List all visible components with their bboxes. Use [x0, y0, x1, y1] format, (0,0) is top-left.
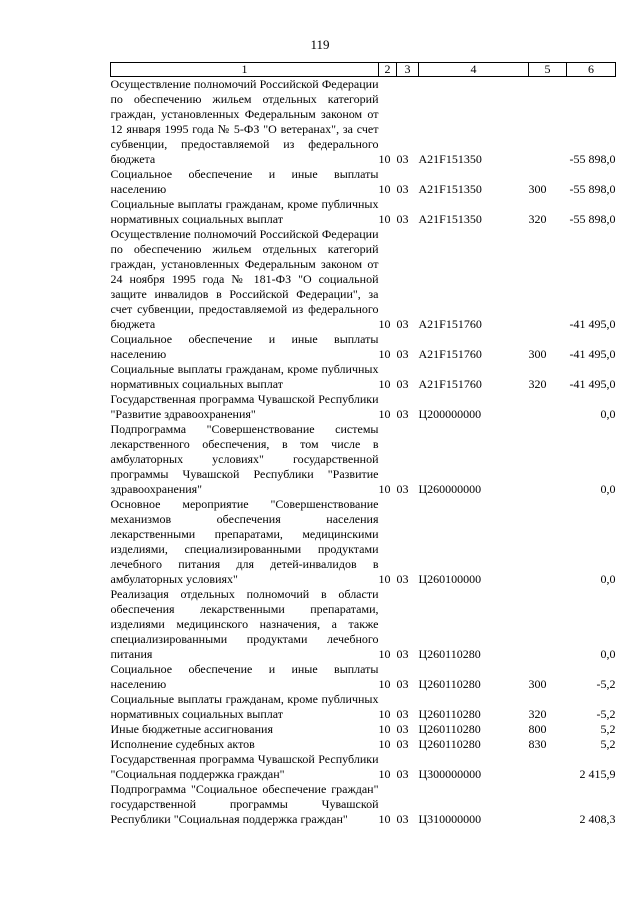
column-header-6: 6	[567, 63, 616, 77]
table-body	[111, 77, 616, 828]
row-amount: 5,2	[600, 722, 616, 736]
table-row	[111, 167, 616, 197]
table-row	[111, 197, 616, 227]
table-row	[111, 722, 616, 737]
row-target-article: Ц300000000	[418, 767, 482, 781]
row-subsection: 03	[396, 812, 409, 826]
table-row	[111, 392, 616, 422]
table-row	[111, 497, 616, 587]
row-section: 10	[378, 377, 391, 391]
table-row	[111, 227, 616, 332]
row-subsection: 03	[396, 482, 409, 496]
row-amount: -55 898,0	[569, 152, 616, 166]
row-section: 10	[378, 347, 391, 361]
row-amount: 0,0	[600, 647, 616, 661]
row-target-article: Ц260110280	[418, 722, 481, 736]
row-amount: 0,0	[600, 407, 616, 421]
row-target-article: Ц260000000	[418, 482, 482, 496]
table-row	[111, 587, 616, 662]
row-name: Исполнение судебных актов	[110, 737, 255, 751]
row-target-article: A21F151760	[418, 377, 482, 391]
budget-table	[110, 62, 616, 827]
row-section: 10	[378, 152, 391, 166]
row-subsection: 03	[396, 152, 409, 166]
row-expense-type	[529, 782, 567, 827]
table-header-row	[111, 63, 616, 77]
column-header-4: 4	[419, 63, 529, 77]
row-subsection: 03	[396, 377, 409, 391]
row-expense-type	[529, 422, 567, 497]
row-subsection: 03	[396, 737, 409, 751]
column-header-5: 5	[529, 63, 567, 77]
row-name: Подпрограмма "Социальное обеспечение граждан" государственной программы Чувашской Республики "Социальная поддержка граждан"	[110, 782, 379, 826]
row-name: Осуществление полномочий Российской Федерации по обеспечению жильем отдельных категорий граждан, установленных Федеральным законом от 24 ноября 1995 года № 181-ФЗ "О социальной защите инвалидов в Российской Федерации", за счет субвенции, предоставляемой из федерального бюджета	[110, 227, 379, 331]
row-target-article: A21F151760	[418, 317, 482, 331]
row-section: 10	[378, 707, 391, 721]
row-name: Социальное обеспечение и иные выплаты населению	[110, 332, 379, 361]
column-header-1: 1	[111, 63, 379, 77]
row-section: 10	[378, 212, 391, 226]
row-section: 10	[378, 182, 391, 196]
row-expense-type: 300	[528, 182, 547, 196]
table-row	[111, 77, 616, 168]
row-section: 10	[378, 317, 391, 331]
row-amount: -55 898,0	[569, 182, 616, 196]
table-row	[111, 422, 616, 497]
row-expense-type	[529, 77, 567, 168]
row-subsection: 03	[396, 407, 409, 421]
row-amount: 0,0	[600, 572, 616, 586]
row-expense-type: 300	[528, 347, 547, 361]
row-target-article: Ц310000000	[418, 812, 482, 826]
row-amount: 0,0	[600, 482, 616, 496]
table-row	[111, 692, 616, 722]
row-target-article: A21F151760	[418, 347, 482, 361]
row-subsection: 03	[396, 722, 409, 736]
row-amount: -41 495,0	[569, 377, 616, 391]
row-target-article: Ц260110280	[418, 677, 481, 691]
table-row	[111, 782, 616, 827]
row-subsection: 03	[396, 572, 409, 586]
row-name: Социальные выплаты гражданам, кроме публичных нормативных социальных выплат	[110, 362, 379, 391]
row-expense-type	[529, 227, 567, 332]
row-target-article: Ц260110280	[418, 707, 481, 721]
row-section: 10	[378, 812, 391, 826]
row-amount: 5,2	[600, 737, 616, 751]
table-row	[111, 332, 616, 362]
row-subsection: 03	[396, 707, 409, 721]
row-amount: 2 408,3	[579, 812, 616, 826]
row-subsection: 03	[396, 767, 409, 781]
row-amount: 2 415,9	[579, 767, 616, 781]
table-row	[111, 752, 616, 782]
row-section: 10	[378, 647, 391, 661]
row-amount: -55 898,0	[569, 212, 616, 226]
row-target-article: A21F151350	[418, 212, 482, 226]
row-subsection: 03	[396, 347, 409, 361]
row-expense-type	[529, 497, 567, 587]
page-number: 119	[310, 37, 330, 52]
row-expense-type: 320	[528, 707, 547, 721]
row-target-article: Ц260110280	[418, 737, 481, 751]
row-target-article: A21F151350	[418, 182, 482, 196]
row-subsection: 03	[396, 212, 409, 226]
row-amount: -41 495,0	[569, 347, 616, 361]
column-header-3: 3	[397, 63, 419, 77]
row-subsection: 03	[396, 647, 409, 661]
table-row	[111, 362, 616, 392]
row-subsection: 03	[396, 677, 409, 691]
row-subsection: 03	[396, 182, 409, 196]
row-name: Реализация отдельных полномочий в области обеспечения лекарственными препаратами, изделиями медицинского назначения, а также специализированными продуктами лечебного питания	[110, 587, 379, 661]
row-expense-type	[529, 752, 567, 782]
row-section: 10	[378, 482, 391, 496]
row-name: Государственная программа Чувашской Республики "Развитие здравоохранения"	[110, 392, 379, 421]
row-section: 10	[378, 722, 391, 736]
row-section: 10	[378, 767, 391, 781]
table-row	[111, 737, 616, 752]
row-expense-type: 300	[528, 677, 547, 691]
row-amount: -41 495,0	[569, 317, 616, 331]
row-name: Подпрограмма "Совершенствование системы лекарственного обеспечения, в том числе в амбулаторных условиях" государственной программы Чувашской Республики "Развитие здравоохранения"	[110, 422, 379, 496]
row-expense-type: 830	[528, 737, 547, 751]
row-amount: -5,2	[596, 677, 616, 691]
row-section: 10	[378, 677, 391, 691]
row-expense-type: 320	[528, 377, 547, 391]
row-target-article: A21F151350	[418, 152, 482, 166]
row-expense-type	[529, 587, 567, 662]
row-name: Осуществление полномочий Российской Федерации по обеспечению жильем отдельных категорий граждан, установленных Федеральным законом от 12 января 1995 года № 5-ФЗ "О ветеранах", за счет субвенции, предоставляемой из федерального бюджета	[110, 77, 379, 166]
row-name: Иные бюджетные ассигнования	[110, 722, 273, 736]
row-target-article: Ц260100000	[418, 572, 482, 586]
row-name: Социальные выплаты гражданам, кроме публичных нормативных социальных выплат	[110, 692, 379, 721]
column-header-2: 2	[379, 63, 397, 77]
row-name: Государственная программа Чувашской Республики "Социальная поддержка граждан"	[110, 752, 379, 781]
row-section: 10	[378, 407, 391, 421]
row-section: 10	[378, 737, 391, 751]
row-name: Основное мероприятие "Совершенствование механизмов обеспечения населения лекарственными препаратами, медицинскими изделиями, специализированными продуктами лечебного питания для детей-инвалидов в амбулаторных условиях"	[110, 497, 379, 586]
row-subsection: 03	[396, 317, 409, 331]
table-row	[111, 662, 616, 692]
row-expense-type: 800	[528, 722, 547, 736]
row-target-article: Ц260110280	[418, 647, 481, 661]
row-section: 10	[378, 572, 391, 586]
row-name: Социальное обеспечение и иные выплаты населению	[110, 167, 379, 196]
row-name: Социальное обеспечение и иные выплаты населению	[110, 662, 379, 691]
row-amount: -5,2	[596, 707, 616, 721]
row-name: Социальные выплаты гражданам, кроме публичных нормативных социальных выплат	[110, 197, 379, 226]
row-expense-type: 320	[528, 212, 547, 226]
row-expense-type	[529, 392, 567, 422]
row-target-article: Ц200000000	[418, 407, 482, 421]
